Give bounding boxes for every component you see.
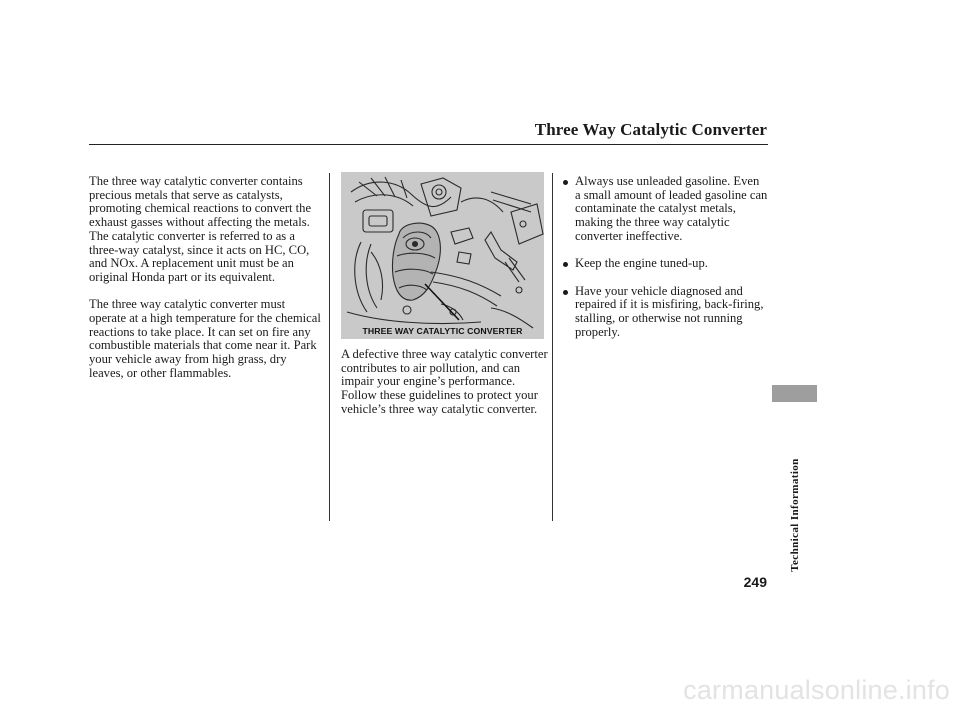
column-divider-2 bbox=[552, 173, 553, 521]
catalytic-converter-figure bbox=[341, 172, 544, 339]
column-left bbox=[89, 175, 323, 394]
paragraph-catalyst-description: The three way catalytic converter contains precious metals that serve as catalysts, promoting chemical reactions to convert the exhaust gasses without affecting the metals. The catalytic converter is referred to as a three-way catalyst, since it acts on HC, CO, and NOx. A replacement unit must be an original Honda part or its equivalent. bbox=[89, 174, 312, 284]
guideline-text: Keep the engine tuned-up. bbox=[575, 256, 708, 271]
column-middle bbox=[341, 348, 551, 430]
watermark: carmanualsonline.info bbox=[683, 675, 950, 705]
bullet-icon bbox=[563, 180, 568, 185]
figure-caption: THREE WAY CATALYTIC CONVERTER bbox=[362, 326, 523, 336]
engine-bay-illustration bbox=[341, 172, 544, 339]
title-divider bbox=[89, 144, 768, 145]
guideline-list-item bbox=[563, 285, 768, 340]
bullet-icon bbox=[563, 262, 568, 267]
guideline-text: Always use unleaded gasoline. Even a small amount of leaded gasoline can contaminate the catalyst metals, making the three way catalytic converter ineffective. bbox=[575, 174, 768, 243]
paragraph-defective-converter: A defective three way catalytic converter contributes to air pollution, and can impair your engine’s performance. Follow these guidelines to protect your vehicle’s three way catalytic converter. bbox=[341, 347, 548, 416]
guideline-text: Have your vehicle diagnosed and repaired if it is misfiring, back-firing, stalling, or otherwise not running properly. bbox=[575, 283, 764, 339]
page-number: 249 bbox=[743, 574, 767, 590]
guideline-list-item bbox=[563, 175, 768, 244]
page-title: Three Way Catalytic Converter bbox=[534, 120, 767, 139]
column-divider-1 bbox=[329, 173, 330, 521]
column-right bbox=[563, 175, 768, 353]
guideline-list-item bbox=[563, 257, 768, 271]
section-label: Technical Information bbox=[789, 458, 801, 572]
paragraph-heat-warning: The three way catalytic converter must operate at a high temperature for the chemical reactions to take place. It can set on fire any combustible materials that come near it. Park your vehicle away from high grass, dry leaves, or other flammables. bbox=[89, 297, 321, 380]
section-tab bbox=[772, 385, 817, 402]
bullet-icon bbox=[563, 290, 568, 295]
